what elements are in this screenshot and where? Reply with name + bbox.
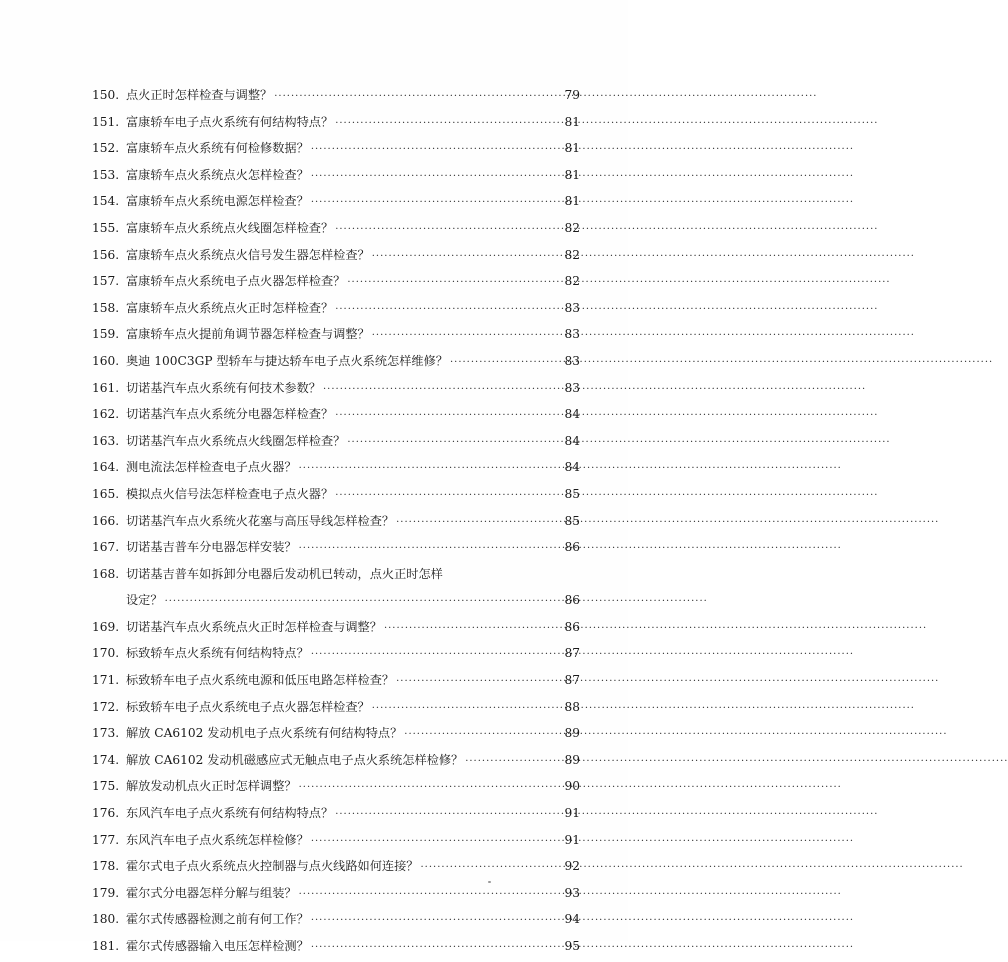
- entry-page-number: 87: [564, 646, 580, 661]
- toc-entry: [92, 348, 580, 375]
- entry-title: 点火正时怎样检查与调整？: [126, 88, 273, 102]
- entry-page-number: 94: [564, 912, 580, 927]
- entry-title: 富康轿车点火系统电子点火器怎样检查？: [126, 274, 346, 289]
- dot-leader: [323, 377, 554, 404]
- dot-leader: [311, 642, 554, 669]
- dot-leader: [396, 669, 554, 696]
- toc-entry: [92, 268, 580, 295]
- dot-leader: [335, 297, 554, 324]
- entry-page-number: 83: [564, 380, 580, 395]
- entry-title: 解放 CA6102 发动机磁感应式无触点电子点火系统怎样检修？: [126, 752, 464, 767]
- dot-leader: [384, 616, 554, 643]
- entry-number: 162.: [92, 407, 120, 422]
- entry-number: 172.: [92, 699, 120, 714]
- entry-page-number: 81: [564, 167, 580, 182]
- toc-entry: [92, 614, 580, 641]
- entry-number: 168.: [92, 566, 120, 581]
- entry-title: 东风汽车电子点火系统怎样检修？: [126, 832, 309, 847]
- entry-page-number: 82: [564, 247, 580, 262]
- toc-entry: [92, 454, 580, 481]
- entry-title: 富康轿车点火系统点火怎样检查？: [126, 167, 309, 182]
- entry-number: 178.: [92, 859, 120, 874]
- dot-leader: [165, 589, 554, 616]
- entry-number: 176.: [92, 806, 120, 821]
- dot-leader: [335, 111, 554, 138]
- entry-number: 161.: [92, 380, 120, 395]
- entry-title: 奥迪 100C3GP 型轿车与捷达轿车电子点火系统怎样维修？: [126, 353, 448, 368]
- entry-number: 150.: [92, 88, 120, 102]
- dot-leader: [372, 323, 554, 350]
- toc-entry: [92, 428, 580, 455]
- entry-number: 175.: [92, 779, 120, 794]
- entry-title: 标致轿车电子点火系统电源和低压电路怎样检查？: [126, 673, 395, 688]
- toc-entry: [92, 853, 580, 880]
- entry-page-number: 82: [564, 220, 580, 235]
- entry-number: 181.: [92, 939, 120, 953]
- entry-page-number: 91: [564, 806, 580, 821]
- table-of-contents: [92, 82, 580, 960]
- dot-leader: [372, 696, 554, 723]
- entry-page-number: 86: [564, 540, 580, 555]
- dot-leader: [274, 84, 554, 111]
- entry-page-number: 83: [564, 300, 580, 315]
- entry-page-number: 83: [564, 327, 580, 342]
- entry-title: 富康轿车点火系统点火信号发生器怎样检查？: [126, 247, 370, 262]
- entry-page-number: 81: [564, 114, 580, 129]
- toc-entry: [92, 773, 580, 800]
- dot-leader: [311, 908, 554, 935]
- entry-page-number: 81: [564, 141, 580, 156]
- entry-number: 159.: [92, 327, 120, 342]
- entry-page-number: 91: [564, 832, 580, 847]
- entry-page-number: 95: [564, 939, 580, 953]
- entry-title: 富康轿车点火系统电源怎样检查？: [126, 194, 309, 209]
- entry-number: 154.: [92, 194, 120, 209]
- toc-entry: [92, 109, 580, 136]
- entry-number: 164.: [92, 460, 120, 475]
- entry-title: 切诺基汽车点火系统点火线圈怎样检查？: [126, 433, 346, 448]
- dot-leader: [421, 855, 555, 882]
- dot-leader: [311, 935, 554, 962]
- toc-entry: [92, 800, 580, 827]
- entry-page-number: 84: [564, 407, 580, 422]
- dot-leader: [311, 164, 554, 191]
- dot-leader: [299, 882, 554, 909]
- dot-leader: [335, 483, 554, 510]
- entry-title: 解放 CA6102 发动机电子点火系统有何结构特点？: [126, 726, 403, 741]
- entry-number: 174.: [92, 752, 120, 767]
- entry-number: 163.: [92, 433, 120, 448]
- toc-entry: [92, 188, 580, 215]
- entry-number: 173.: [92, 726, 120, 741]
- dot-leader: [335, 403, 554, 430]
- entry-number: 180.: [92, 912, 120, 927]
- toc-entry: [92, 827, 580, 854]
- dot-leader: [347, 270, 554, 297]
- entry-title: 富康轿车点火系统点火正时怎样检查？: [126, 300, 334, 315]
- toc-entry: [92, 242, 580, 269]
- entry-number: 167.: [92, 540, 120, 555]
- dot-leader: [404, 722, 554, 749]
- entry-title: 霍尔式电子点火系统点火控制器与点火线路如何连接？: [126, 859, 419, 874]
- scan-speck: [488, 881, 491, 883]
- entry-page-number: 85: [564, 486, 580, 501]
- entry-title: 霍尔式分电器怎样分解与组装？: [126, 885, 297, 900]
- entry-number: 179.: [92, 885, 120, 900]
- entry-page-number: 86: [564, 619, 580, 634]
- entry-title: 霍尔式传感器检测之前有何工作？: [126, 912, 309, 927]
- dot-leader: [299, 775, 554, 802]
- entry-title: 切诺基汽车点火系统点火正时怎样检查与调整？: [126, 619, 382, 634]
- toc-entry: [92, 401, 580, 428]
- entry-page-number: 82: [564, 274, 580, 289]
- entry-title: 切诺基吉普车分电器怎样安装？: [126, 540, 297, 555]
- entry-page-number: 83: [564, 353, 580, 368]
- dot-leader: [347, 430, 554, 457]
- entry-title: 东风汽车电子点火系统有何结构特点？: [126, 806, 334, 821]
- dot-leader: [311, 829, 554, 856]
- entry-title: 富康轿车点火提前角调节器怎样检查与调整？: [126, 327, 370, 342]
- toc-entry: [92, 747, 580, 774]
- entry-page-number: 89: [564, 726, 580, 741]
- toc-entry: [92, 215, 580, 242]
- entry-title: 切诺基吉普车如拆卸分电器后发动机已转动，点火正时怎样: [126, 566, 443, 581]
- entry-number: 153.: [92, 167, 120, 182]
- toc-entry: [92, 508, 580, 535]
- toc-entry: [92, 720, 580, 747]
- toc-entry: [92, 135, 580, 162]
- entry-title: 测电流法怎样检查电子点火器？: [126, 460, 297, 475]
- entry-page-number: 81: [564, 194, 580, 209]
- entry-number: 170.: [92, 646, 120, 661]
- entry-number: 166.: [92, 513, 120, 528]
- entry-page-number: 93: [564, 885, 580, 900]
- entry-number: 152.: [92, 141, 120, 156]
- entry-page-number: 84: [564, 433, 580, 448]
- entry-number: 158.: [92, 300, 120, 315]
- entry-title: 富康轿车电子点火系统有何结构特点？: [126, 114, 334, 129]
- entry-number: 171.: [92, 673, 120, 688]
- dot-leader: [335, 217, 554, 244]
- toc-entry: [92, 534, 580, 561]
- entry-number: 155.: [92, 220, 120, 235]
- entry-page-number: 79: [564, 88, 580, 102]
- entry-page-number: 87: [564, 673, 580, 688]
- entry-page-number: 86: [564, 593, 580, 608]
- dot-leader: [299, 536, 554, 563]
- dot-leader: [311, 190, 554, 217]
- entry-title: 模拟点火信号法怎样检查电子点火器？: [126, 486, 334, 501]
- entry-title: 霍尔式传感器输入电压怎样检测？: [126, 939, 309, 953]
- entry-title: 解放发动机点火正时怎样调整？: [126, 779, 297, 794]
- toc-entry: [92, 162, 580, 189]
- entry-number: 157.: [92, 274, 120, 289]
- toc-entry: [92, 640, 580, 667]
- entry-number: 156.: [92, 247, 120, 262]
- toc-entry: [92, 561, 580, 588]
- toc-entry: [92, 321, 580, 348]
- toc-entry: [92, 933, 580, 960]
- entry-page-number: 88: [564, 699, 580, 714]
- dot-leader: [299, 456, 554, 483]
- toc-entry: [92, 694, 580, 721]
- toc-entry: [92, 375, 580, 402]
- toc-entry: [92, 906, 580, 933]
- entry-number: 169.: [92, 619, 120, 634]
- dot-leader: [335, 802, 554, 829]
- entry-page-number: 89: [564, 752, 580, 767]
- entry-title: 切诺基汽车点火系统有何技术参数？: [126, 380, 321, 395]
- toc-entry: [92, 587, 580, 614]
- toc-entry: [92, 481, 580, 508]
- dot-leader: [450, 350, 554, 377]
- entry-title: 标致轿车点火系统有何结构特点？: [126, 646, 309, 661]
- entry-title: 设定？: [126, 593, 163, 608]
- entry-title: 切诺基汽车点火系统火花塞与高压导线怎样检查？: [126, 513, 395, 528]
- entry-page-number: 90: [564, 779, 580, 794]
- entry-title: 切诺基汽车点火系统分电器怎样检查？: [126, 407, 334, 422]
- entry-title: 富康轿车点火系统点火线圈怎样检查？: [126, 220, 334, 235]
- toc-entry: [92, 880, 580, 907]
- dot-leader: [311, 137, 554, 164]
- entry-number: 151.: [92, 114, 120, 129]
- entry-number: 177.: [92, 832, 120, 847]
- entry-number: 160.: [92, 353, 120, 368]
- dot-leader: [396, 510, 554, 537]
- toc-entry: [92, 667, 580, 694]
- toc-entry: [92, 295, 580, 322]
- entry-page-number: 85: [564, 513, 580, 528]
- entry-page-number: 92: [564, 859, 580, 874]
- entry-title: 标致轿车电子点火系统电子点火器怎样检查？: [126, 699, 370, 714]
- entry-number: 165.: [92, 486, 120, 501]
- toc-entry: [92, 82, 580, 109]
- dot-leader: [372, 244, 554, 271]
- entry-title: 富康轿车点火系统有何检修数据？: [126, 141, 309, 156]
- dot-leader: [465, 749, 554, 776]
- entry-page-number: 84: [564, 460, 580, 475]
